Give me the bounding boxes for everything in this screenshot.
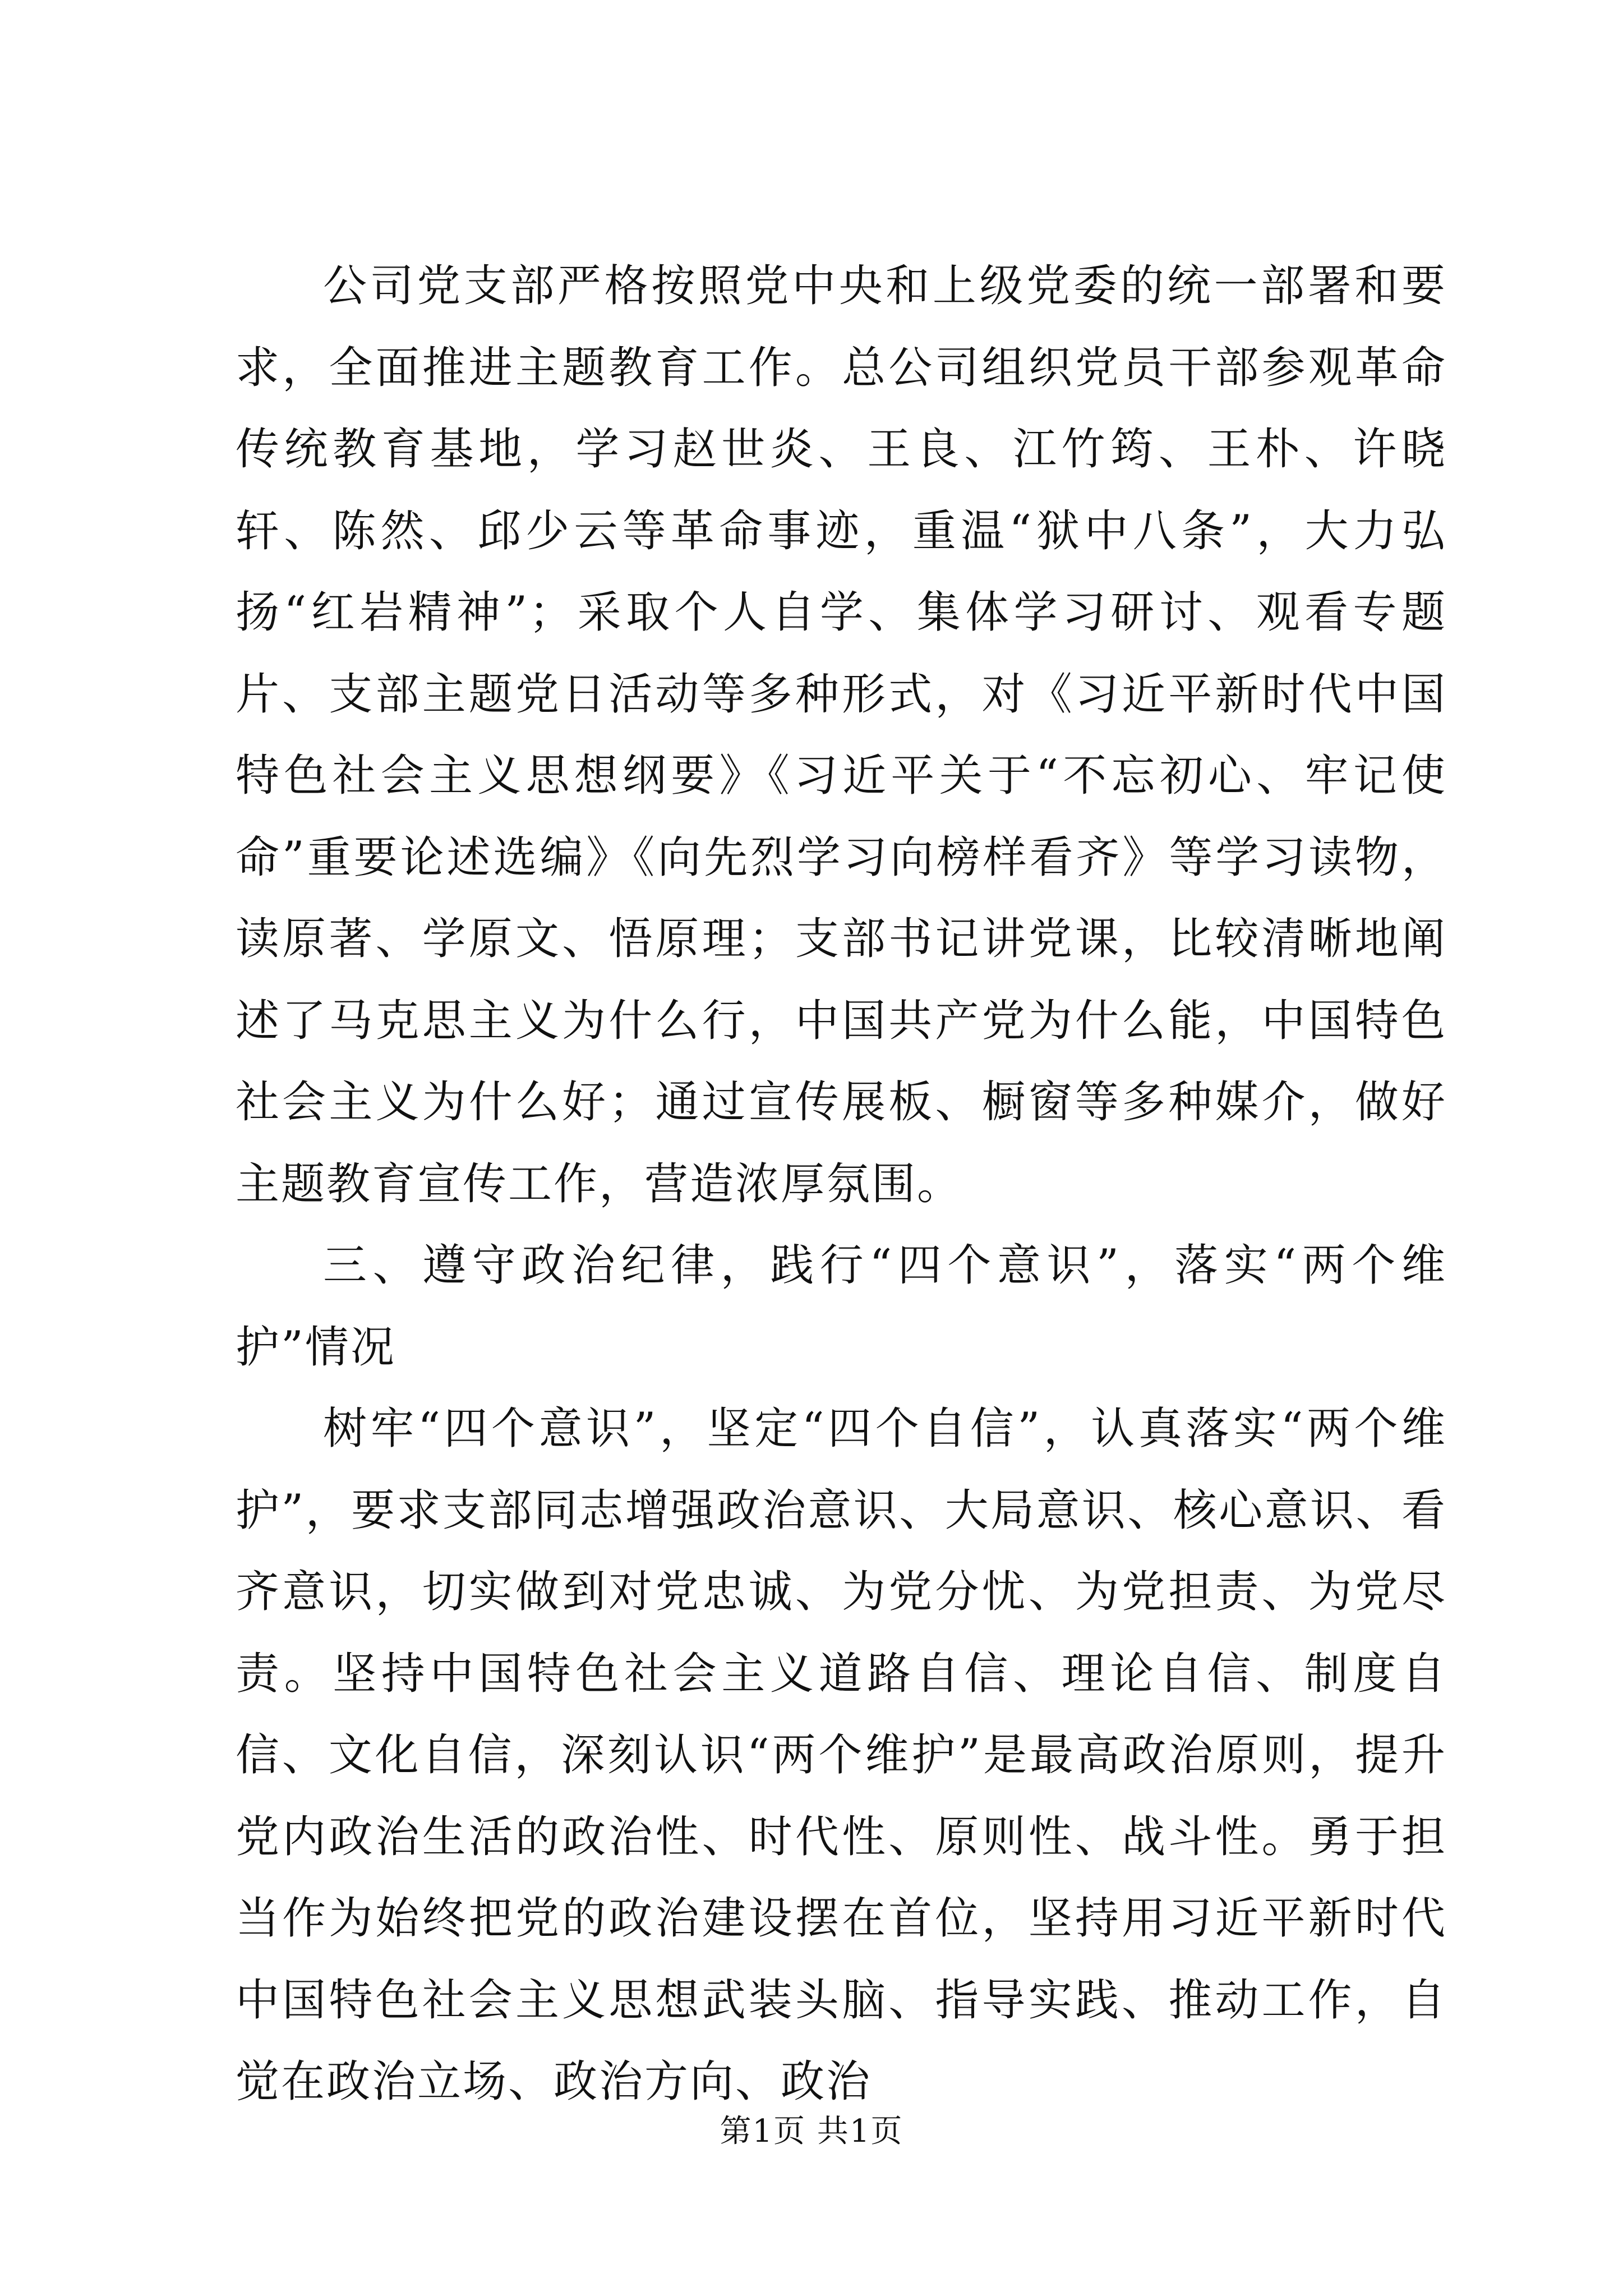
section-heading-political-discipline: 三、遵守政治纪律，践行“四个意识”，落实“两个维护”情况: [236, 1240, 1447, 1373]
page-footer: 第1页 共1页: [720, 2113, 903, 2150]
paragraph-study-activities: 公司党支部严格按照党中央和上级党委的统一部署和要求，全面推进主题教育工作。总公司组织党员干部参观革命传统教育基地，学习赵世炎、王良、江竹筠、王朴、许晓轩、陈然、邱少云等革命事迹，重温“狱中八条”，大力弘扬“红岩精神”；采取个人自学、集体学习研讨、观看专题片、支部主题党日活动等多种形式，对《习近平新时代中国特色社会主义思想纲要》《习近平关于“不忘初心、牢记使命”重要论述选编》《向先烈学习向榜样看齐》等学习读物，读原著、学原文、悟原理；支部书记讲党课，比较清晰地阐述了马克思主义为什么行，中国共产党为什么能，中国特色社会主义为什么好；通过宣传展板、橱窗等多种媒介，做好主题教育宣传工作，营造浓厚氛围。: [236, 261, 1447, 1209]
document-body: [236, 246, 1447, 2123]
paragraph-four-consciousness: 树牢“四个意识”，坚定“四个自信”，认真落实“两个维护”，要求支部同志增强政治意识、大局意识、核心意识、看齐意识，切实做到对党忠诚、为党分忧、为党担责、为党尽责。坚持中国特色社会主义道路自信、理论自信、制度自信、文化自信，深刻认识“两个维护”是最高政治原则，提升党内政治生活的政治性、时代性、原则性、战斗性。勇于担当作为始终把党的政治建设摆在首位，坚持用习近平新时代中国特色社会主义思想武装头脑、指导实践、推动工作，自觉在政治立场、政治方向、政治: [236, 1404, 1447, 2107]
